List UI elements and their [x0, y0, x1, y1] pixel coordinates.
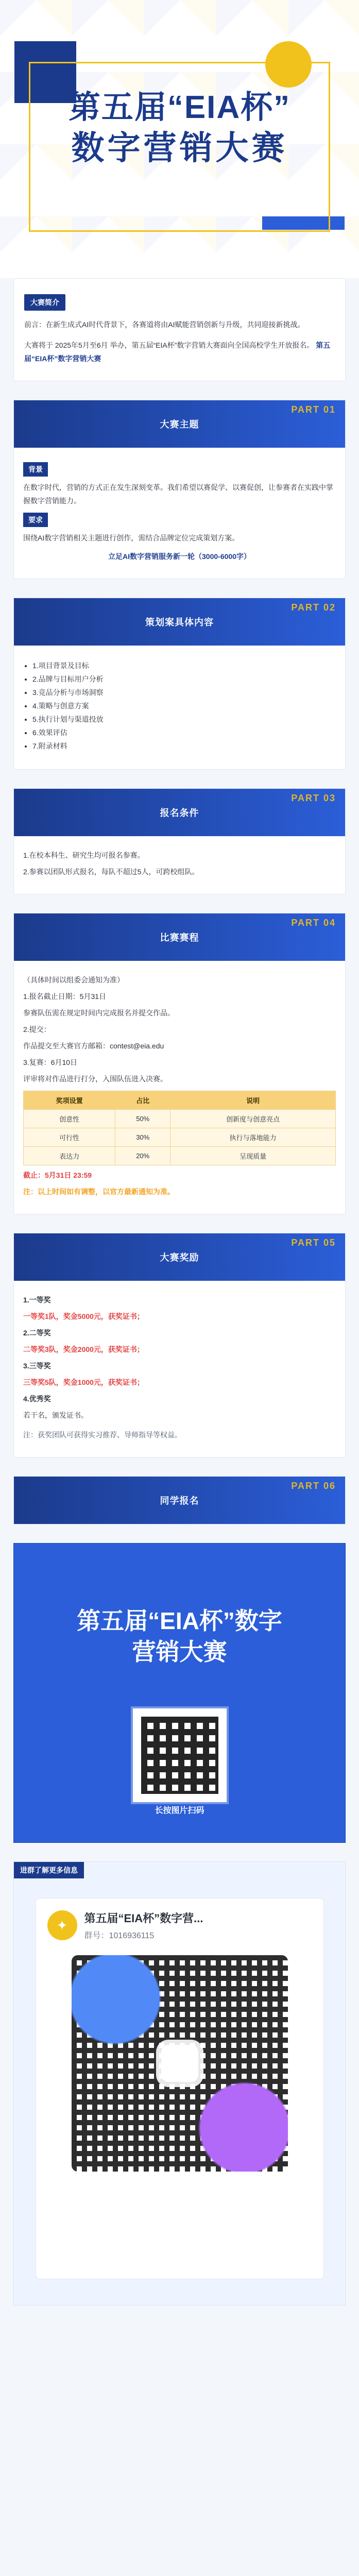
award-desc: 二等奖3队，奖金2000元，获奖证书；	[23, 1345, 144, 1353]
subhead-pill: 要求	[23, 513, 48, 527]
list-item: • 7.附录材料	[32, 739, 336, 753]
table-cell: 创新度与创意亮点	[170, 1110, 336, 1128]
table-header-cell: 奖项设置	[24, 1091, 115, 1110]
list-item: • 3.竞品分析与市场洞察	[32, 686, 336, 699]
award-title: 3.三等奖	[23, 1362, 51, 1370]
table-cell: 可行性	[24, 1128, 115, 1147]
intro-highlight: 第五届“EIA杯”数字营销大赛	[24, 341, 331, 363]
table-cell: 创意性	[24, 1110, 115, 1128]
section-title: 报名条件	[160, 808, 199, 818]
section-header	[14, 789, 345, 836]
list-item: • 2.品牌与目标用户分析	[32, 672, 336, 686]
intro-paragraph-2-text: 大赛将于 2025年5月至6月 举办，第五届“EIA杯”数字营销大赛面向全国高校学生开放报名。	[24, 341, 314, 349]
schedule-table	[23, 1091, 336, 1165]
hero-title-line-2: 数字营销大赛	[71, 129, 288, 166]
poster-title	[14, 1605, 345, 1667]
hero	[0, 0, 359, 278]
section-paragraph: 在数字时代，营销的方式正在发生深刻变革。我们希望以赛促学、以赛促创，让参赛者在实践中掌握数字营销能力。	[23, 483, 333, 505]
section-title: 策划案具体内容	[145, 617, 214, 628]
footnote: 注：以上时间如有调整，以官方最新通知为准。	[23, 1188, 175, 1196]
long-press-hint: 长按图片扫码	[155, 1806, 204, 1815]
group-avatar: ✦	[47, 1910, 77, 1940]
subhead-pill: 背景	[23, 462, 48, 477]
section-plan-content	[13, 598, 346, 770]
intro-paragraph-2	[24, 338, 335, 365]
schedule-p5: 3.复赛：6月10日	[23, 1058, 78, 1066]
award-desc: 三等奖5队，奖金1000元，获奖证书；	[23, 1378, 144, 1386]
table-row	[24, 1147, 336, 1165]
section-theme	[13, 400, 346, 579]
list-item: • 4.策略与创意方案	[32, 699, 336, 713]
section-awards	[13, 1233, 346, 1458]
qr-code[interactable]	[133, 1708, 227, 1802]
section-registration	[13, 1476, 346, 1524]
poster-title-line-2: 营销大赛	[132, 1638, 227, 1665]
footer-spacer	[0, 2306, 359, 2367]
section-body	[14, 961, 345, 1214]
table-cell: 执行与落地能力	[170, 1128, 336, 1147]
award-title: 1.一等奖	[23, 1296, 51, 1304]
intro-tag: 大赛简介	[24, 294, 65, 311]
section-part: PART 03	[291, 793, 336, 803]
table-header-cell: 占比	[115, 1091, 170, 1110]
list-item: • 1.项目背景及目标	[32, 659, 336, 672]
table-row	[24, 1128, 336, 1147]
intro-paragraph-1: 前言：在新生成式AI时代背景下，各赛道将由AI赋能营销创新与升级，共同迎接新挑战。	[24, 320, 305, 329]
schedule-note: （具体时间以组委会通知为准）	[23, 976, 124, 984]
table-row	[24, 1110, 336, 1128]
section-header	[14, 598, 345, 646]
section-paragraph: 围绕AI数字营销相关主题进行创作，需结合品牌定位完成策划方案。	[23, 534, 240, 542]
hero-title-line-1: 第五届“EIA杯”	[68, 90, 291, 125]
schedule-p6: 评审将对作品进行打分，入围队伍进入决赛。	[23, 1075, 167, 1083]
section-body	[14, 836, 345, 894]
subhead-background	[23, 462, 336, 477]
section-part: PART 05	[291, 1238, 336, 1248]
award-desc: 一等奖1队，奖金5000元，获奖证书；	[23, 1312, 144, 1320]
group-qr-code[interactable]	[72, 1955, 288, 2172]
section-body	[14, 646, 345, 769]
award-extra: 注：获奖团队可获得实习推荐、导师指导等权益。	[23, 1431, 182, 1439]
award-title: 4.优秀奖	[23, 1395, 51, 1403]
group-id: 群号：1016936115	[84, 1931, 155, 1940]
section-header	[14, 913, 345, 961]
section-paragraph: 1.在校本科生、研究生均可报名参赛。	[23, 851, 145, 859]
table-cell: 呈现质量	[170, 1147, 336, 1165]
hero-title	[0, 88, 359, 168]
table-cell: 50%	[115, 1110, 170, 1128]
group-text	[84, 1910, 203, 1941]
table-cell: 表达力	[24, 1147, 115, 1165]
group-name: 第五届“EIA杯”数字营...	[84, 1912, 203, 1925]
section-body	[14, 1281, 345, 1457]
table-header-cell: 说明	[170, 1091, 336, 1110]
section-header	[14, 400, 345, 448]
section-title: 比赛赛程	[160, 933, 199, 943]
section-title: 大赛奖励	[160, 1252, 199, 1263]
list-item: • 6.效果评估	[32, 726, 336, 739]
section-header	[14, 1477, 345, 1524]
group-card	[36, 1898, 324, 2279]
schedule-p3: 2.提交：	[23, 1025, 51, 1033]
group-label: 进群了解更多信息	[14, 1862, 84, 1878]
section-part: PART 02	[291, 602, 336, 613]
section-header	[14, 1233, 345, 1281]
section-paragraph: 2.参赛以团队形式报名，每队不超过5人，可跨校组队。	[23, 868, 199, 876]
schedule-p2: 参赛队伍需在规定时间内完成报名并提交作品。	[23, 1009, 175, 1017]
award-title: 2.二等奖	[23, 1329, 51, 1337]
qr-code-pattern	[141, 1717, 218, 1794]
group-block	[13, 1861, 346, 2306]
table-cell: 20%	[115, 1147, 170, 1165]
section-schedule	[13, 913, 346, 1214]
table-cell: 30%	[115, 1128, 170, 1147]
section-eligibility	[13, 788, 346, 894]
subhead-requirements	[23, 513, 336, 527]
section-part: PART 04	[291, 918, 336, 928]
section-title: 同学报名	[160, 1496, 199, 1506]
schedule-p4: 作品提交至大赛官方邮箱：contest@eia.edu	[23, 1042, 164, 1050]
section-title: 大赛主题	[160, 419, 199, 430]
section-part: PART 01	[291, 404, 336, 415]
schedule-p1: 1.报名截止日期：5月31日	[23, 992, 107, 1001]
intro	[13, 278, 346, 381]
award-desc: 若干名，颁发证书。	[23, 1411, 88, 1419]
table-row	[24, 1091, 336, 1110]
deadline: 截止：5月31日 23:59	[23, 1171, 92, 1179]
list-item: • 5.执行计划与渠道投放	[32, 713, 336, 726]
section-body	[14, 448, 345, 579]
poster	[13, 1543, 346, 1843]
poster-title-line-1: 第五届“EIA杯”数字	[77, 1607, 282, 1634]
plan-content-list	[23, 659, 336, 753]
section-center-note: 立足AI数字营销服务新一轮（3000-6000字）	[108, 552, 251, 561]
group-header-row	[47, 1910, 312, 1941]
section-part: PART 06	[291, 1481, 336, 1491]
